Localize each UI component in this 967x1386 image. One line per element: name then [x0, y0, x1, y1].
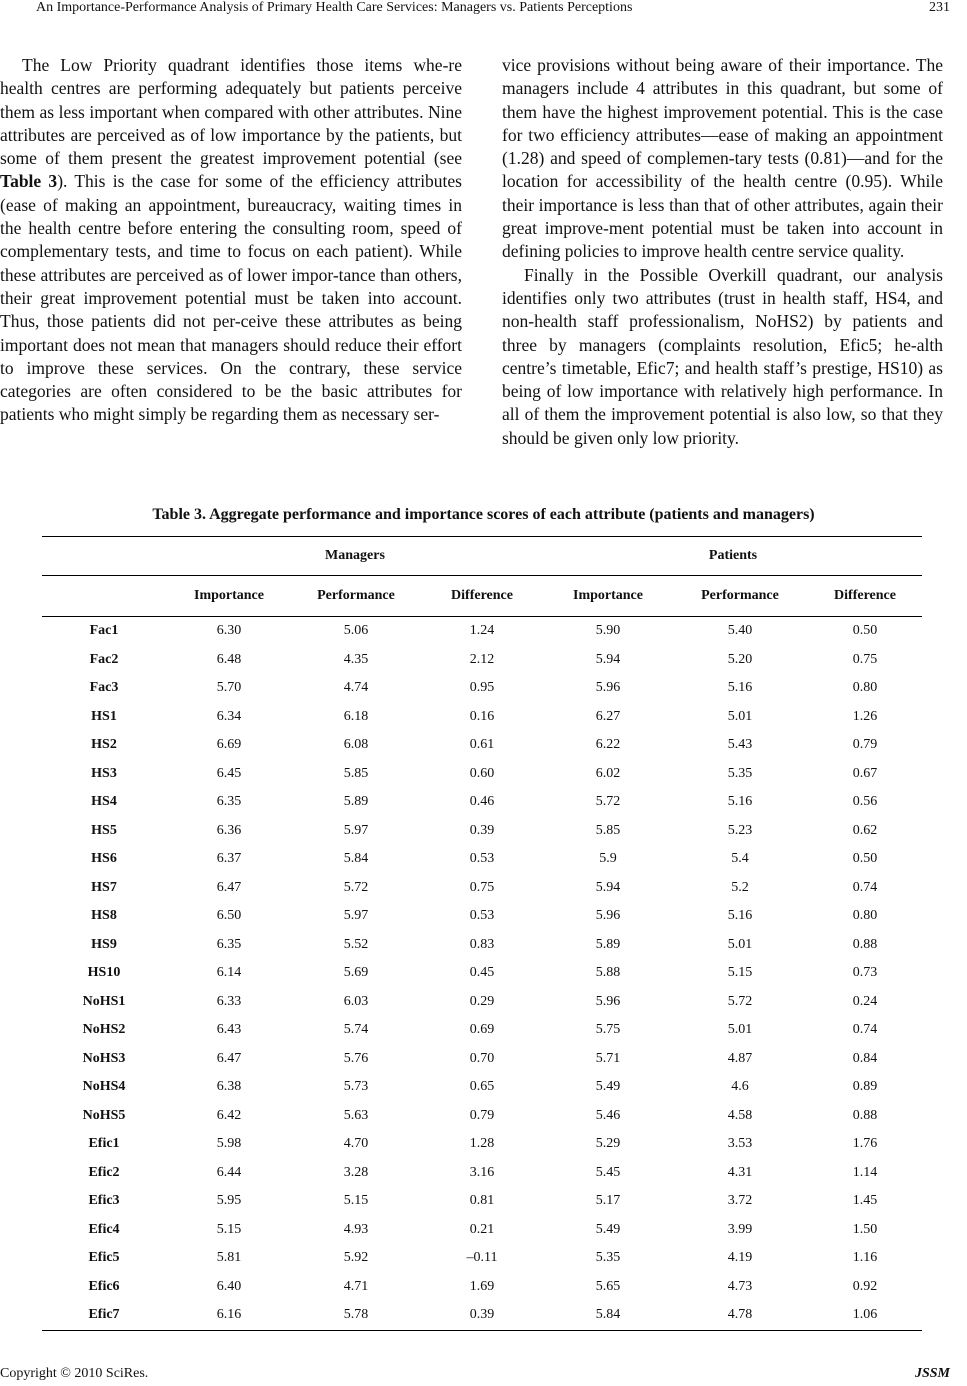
right-paragraph-continuation: vice provisions without being aware of their importance. The managers include 4 attributes in this quadrant, but some of them have the highest improvement potential. This is the case for two efficiency attributes―ease of making an appointment (1.28) and speed of complemen-tary tests (0.81)―and for the location for accessibility of the health centre (0.95). While their importance is less than that of other attributes, again their great improve-ment potential must be taken into account in defining policies to improve health centre service quality. — [502, 55, 943, 262]
score-cell: 6.45 — [216, 765, 242, 781]
score-cell: 5.17 — [595, 1193, 621, 1209]
score-cell: 5.97 — [343, 908, 369, 924]
left-paragraph-text-b: ). This is the case for some of the efficiency attributes (ease of making an appointment, bureaucracy, waiting times in the health centre before entering the consulting room, speed of complementary tests, and time to focus on each patient). While these attributes are perceived as of lower impor-tance than others, their great improvement potential must be taken into account. Thus, those patients did not per-ceive these attributes as being important does not mean that managers should reduce their effort to improve these services. On the contrary, these service categories are often considered to be the basic attributes for patients who might simply be regarding them as necessary ser- — [0, 171, 462, 425]
attribute-label-cell: Fac2 — [89, 651, 119, 667]
attribute-label-cell: Efic4 — [88, 1221, 120, 1237]
score-cell: 6.33 — [216, 993, 242, 1009]
score-cell: 5.71 — [595, 1050, 621, 1066]
score-cell: 6.35 — [216, 794, 242, 810]
score-cell: 0.67 — [852, 765, 878, 781]
score-cell: 5.43 — [727, 737, 753, 753]
score-cell: 5.35 — [595, 1250, 621, 1266]
table-row — [42, 1301, 922, 1330]
score-cell: 5.89 — [595, 936, 621, 952]
table-row — [42, 703, 922, 732]
score-cell: 4.73 — [727, 1278, 753, 1294]
attribute-label-cell: Efic1 — [88, 1136, 120, 1152]
table-row — [42, 1016, 922, 1045]
score-cell: 5.72 — [343, 879, 369, 895]
score-cell: 4.35 — [343, 651, 369, 667]
attribute-label-cell: HS5 — [91, 822, 117, 838]
score-cell: 3.28 — [343, 1164, 369, 1180]
score-cell: 1.14 — [852, 1164, 878, 1180]
score-cell: 0.75 — [469, 879, 495, 895]
attribute-label-cell: Efic6 — [88, 1278, 120, 1294]
score-cell: 0.21 — [469, 1221, 495, 1237]
table-row — [42, 959, 922, 988]
right-column — [502, 54, 943, 450]
score-cell: 5.90 — [595, 623, 621, 639]
score-cell: 0.61 — [469, 737, 495, 753]
score-cell: 5.96 — [595, 680, 621, 696]
attribute-label-cell: Efic3 — [88, 1193, 120, 1209]
score-cell: 5.49 — [595, 1221, 621, 1237]
score-cell: 4.71 — [343, 1278, 369, 1294]
score-cell: 5.29 — [595, 1136, 621, 1152]
left-column — [0, 54, 462, 427]
score-cell: 4.93 — [343, 1221, 369, 1237]
score-cell: 0.16 — [469, 708, 495, 724]
score-cell: 0.79 — [469, 1107, 495, 1123]
score-cell: 0.88 — [852, 1107, 878, 1123]
table-column-header — [42, 576, 922, 617]
table-reference: Table 3 — [0, 171, 58, 192]
score-cell: 5.94 — [595, 651, 621, 667]
attribute-label-cell: HS7 — [91, 879, 117, 895]
score-cell: 5.85 — [343, 765, 369, 781]
score-cell: 5.20 — [727, 651, 753, 667]
score-cell: 5.89 — [343, 794, 369, 810]
score-cell: 6.40 — [216, 1278, 242, 1294]
score-cell: 5.63 — [343, 1107, 369, 1123]
score-cell: 5.72 — [595, 794, 621, 810]
score-cell: 0.83 — [469, 936, 495, 952]
column-header: Difference — [808, 576, 922, 617]
table-row — [42, 1102, 922, 1131]
score-cell: 1.76 — [852, 1136, 878, 1152]
score-cell: 5.49 — [595, 1079, 621, 1095]
score-cell: 5.16 — [727, 908, 753, 924]
score-cell: 5.16 — [727, 794, 753, 810]
score-cell: 4.19 — [727, 1250, 753, 1266]
table-row — [42, 1073, 922, 1102]
attribute-label-cell: HS8 — [91, 908, 117, 924]
score-cell: 5.95 — [216, 1193, 242, 1209]
score-cell: 6.48 — [216, 651, 242, 667]
score-cell: 0.80 — [852, 908, 878, 924]
score-cell: 0.95 — [469, 680, 495, 696]
score-cell: 5.88 — [595, 965, 621, 981]
score-cell: 5.97 — [343, 822, 369, 838]
managers-group-header: Managers — [166, 537, 544, 576]
attribute-label-cell: HS9 — [91, 936, 117, 952]
attribute-label-cell: HS10 — [87, 965, 121, 981]
score-cell: 5.81 — [216, 1250, 242, 1266]
score-cell: 5.01 — [727, 1022, 753, 1038]
column-header: Difference — [420, 576, 544, 617]
score-cell: 1.26 — [852, 708, 878, 724]
score-cell: 4.78 — [672, 1301, 808, 1330]
score-cell: 0.56 — [852, 794, 878, 810]
patients-group-header: Patients — [544, 537, 922, 576]
left-paragraph — [0, 54, 462, 427]
score-cell: 2.12 — [469, 651, 495, 667]
score-cell: 5.73 — [343, 1079, 369, 1095]
score-cell: 1.06 — [808, 1301, 922, 1330]
column-header: Importance — [166, 576, 292, 617]
score-cell: 6.42 — [216, 1107, 242, 1123]
table-row — [42, 731, 922, 760]
score-cell: 5.35 — [727, 765, 753, 781]
score-cell: 6.16 — [166, 1301, 292, 1330]
score-cell: 5.70 — [216, 680, 242, 696]
table-row — [42, 1130, 922, 1159]
score-cell: 6.44 — [216, 1164, 242, 1180]
score-cell: 6.14 — [216, 965, 242, 981]
table-row — [42, 674, 922, 703]
score-cell: 6.69 — [216, 737, 242, 753]
table-group-header — [42, 537, 922, 576]
attribute-label-cell: HS2 — [91, 737, 117, 753]
score-cell: 0.70 — [469, 1050, 495, 1066]
attribute-label-cell: NoHS4 — [82, 1079, 126, 1095]
score-cell: 5.52 — [343, 936, 369, 952]
score-cell: 5.23 — [727, 822, 753, 838]
score-cell: 5.74 — [343, 1022, 369, 1038]
right-paragraph-overkill: Finally in the Possible Overkill quadrant, our analysis identifies only two attributes (trust in health staff, HS4, and non-health staff professionalism, NoHS2) by patients and three by managers (complaints resolution, Efic5; he-alth centre’s timetable, Efic7; and health staff’s prestige, HS10) as being of low importance with relatively high performance. In all of them the improvement potential is also low, so that they should be given only low priority. — [502, 264, 943, 448]
score-cell: 0.84 — [852, 1050, 878, 1066]
score-cell: 0.45 — [469, 965, 495, 981]
score-cell: 6.36 — [216, 822, 242, 838]
attribute-label-cell: NoHS3 — [82, 1050, 126, 1066]
score-cell: –0.11 — [466, 1250, 498, 1266]
score-cell: 5.06 — [343, 623, 369, 639]
table-row — [42, 1244, 922, 1273]
attribute-label-cell: Fac3 — [89, 680, 119, 696]
score-cell: 0.89 — [852, 1079, 878, 1095]
table-body — [42, 617, 922, 1331]
score-cell: 6.35 — [216, 936, 242, 952]
score-cell: 4.70 — [343, 1136, 369, 1152]
attribute-label-cell: Fac1 — [89, 623, 119, 639]
score-cell: 0.75 — [852, 651, 878, 667]
score-cell: 5.94 — [595, 879, 621, 895]
table-row — [42, 817, 922, 846]
attribute-label-cell: HS1 — [91, 708, 117, 724]
score-cell: 4.87 — [727, 1050, 753, 1066]
score-cell: 5.01 — [727, 936, 753, 952]
attribute-label-cell: Efic5 — [88, 1250, 120, 1266]
table-row — [42, 1273, 922, 1302]
table-row — [42, 788, 922, 817]
score-cell: 0.46 — [469, 794, 495, 810]
score-cell: 0.81 — [469, 1193, 495, 1209]
score-cell: 5.9 — [599, 851, 617, 867]
scores-table — [42, 536, 922, 1331]
table-row — [42, 646, 922, 675]
score-cell: 0.60 — [469, 765, 495, 781]
score-cell: 0.74 — [852, 879, 878, 895]
score-cell: 5.78 — [292, 1301, 420, 1330]
score-cell: 1.45 — [852, 1193, 878, 1209]
score-cell: 5.98 — [216, 1136, 242, 1152]
score-cell: 6.22 — [595, 737, 621, 753]
score-cell: 6.03 — [343, 993, 369, 1009]
score-cell: 6.37 — [216, 851, 242, 867]
empty-header-cell — [42, 576, 166, 617]
score-cell: 5.01 — [727, 708, 753, 724]
score-cell: 3.53 — [727, 1136, 753, 1152]
score-cell: 5.15 — [727, 965, 753, 981]
score-cell: 3.99 — [727, 1221, 753, 1237]
score-cell: 5.16 — [727, 680, 753, 696]
score-cell: 5.15 — [216, 1221, 242, 1237]
score-cell: 6.27 — [595, 708, 621, 724]
score-cell: 0.53 — [469, 851, 495, 867]
score-cell: 6.47 — [216, 1050, 242, 1066]
score-cell: 6.50 — [216, 908, 242, 924]
score-cell: 5.15 — [343, 1193, 369, 1209]
table-row — [42, 1187, 922, 1216]
score-cell: 5.84 — [343, 851, 369, 867]
attribute-label-cell: HS4 — [91, 794, 117, 810]
score-cell: 6.38 — [216, 1079, 242, 1095]
score-cell: 1.24 — [469, 623, 495, 639]
score-cell: 5.96 — [595, 908, 621, 924]
table-row — [42, 988, 922, 1017]
score-cell: 5.85 — [595, 822, 621, 838]
score-cell: 1.50 — [852, 1221, 878, 1237]
score-cell: 4.6 — [731, 1079, 749, 1095]
score-cell: 5.92 — [343, 1250, 369, 1266]
score-cell: 3.72 — [727, 1193, 753, 1209]
score-cell: 5.46 — [595, 1107, 621, 1123]
score-cell: 6.02 — [595, 765, 621, 781]
score-cell: 0.29 — [469, 993, 495, 1009]
column-header: Performance — [292, 576, 420, 617]
score-cell: 0.24 — [852, 993, 878, 1009]
running-header — [0, 0, 967, 20]
table-row — [42, 1159, 922, 1188]
score-cell: 0.92 — [852, 1278, 878, 1294]
attribute-label-cell: HS3 — [91, 765, 117, 781]
table-row — [42, 931, 922, 960]
score-cell: 5.75 — [595, 1022, 621, 1038]
journal-name: JSSM — [914, 1366, 950, 1381]
table-row — [42, 1045, 922, 1074]
score-cell: 1.28 — [469, 1136, 495, 1152]
table-row — [42, 874, 922, 903]
empty-header-cell — [42, 537, 166, 576]
score-cell: 4.74 — [343, 680, 369, 696]
score-cell: 0.62 — [852, 822, 878, 838]
score-cell: 0.53 — [469, 908, 495, 924]
score-cell: 4.31 — [727, 1164, 753, 1180]
score-cell: 5.45 — [595, 1164, 621, 1180]
attribute-label-cell: HS6 — [91, 851, 117, 867]
running-title: An Importance-Performance Analysis of Primary Health Care Services: Managers vs. Patients Perceptions — [36, 0, 633, 15]
score-cell: 1.69 — [469, 1278, 495, 1294]
table-row — [42, 845, 922, 874]
attribute-label-cell: NoHS1 — [82, 993, 126, 1009]
score-cell: 6.34 — [216, 708, 242, 724]
table-row — [42, 902, 922, 931]
score-cell: 0.65 — [469, 1079, 495, 1095]
score-cell: 5.69 — [343, 965, 369, 981]
score-cell: 0.39 — [420, 1301, 544, 1330]
score-cell: 5.84 — [544, 1301, 672, 1330]
score-cell: 6.47 — [216, 879, 242, 895]
score-cell: 6.18 — [343, 708, 369, 724]
score-cell: 0.69 — [469, 1022, 495, 1038]
attribute-label-cell: Efic2 — [88, 1164, 120, 1180]
copyright-notice: Copyright © 2010 SciRes. — [0, 1366, 149, 1381]
attribute-label-cell: Efic7 — [42, 1301, 166, 1330]
score-cell: 3.16 — [469, 1164, 495, 1180]
score-cell: 0.50 — [852, 851, 878, 867]
page-number: 231 — [929, 0, 950, 15]
score-cell: 6.30 — [216, 623, 242, 639]
score-cell: 0.79 — [852, 737, 878, 753]
attribute-label-cell: NoHS2 — [82, 1022, 126, 1038]
column-header: Importance — [544, 576, 672, 617]
score-cell: 6.43 — [216, 1022, 242, 1038]
score-cell: 5.65 — [595, 1278, 621, 1294]
left-paragraph-text-a: The Low Priority quadrant identifies those items whe-re health centres are performing adequately but patients perceive them as less important when compared with other attributes. Nine attributes are perceived as of low importance by the patients, but some of them present the greatest improvement potential (see — [0, 55, 462, 169]
score-cell: 5.2 — [731, 879, 749, 895]
score-cell: 5.4 — [731, 851, 749, 867]
score-cell: 0.50 — [852, 623, 878, 639]
score-cell: 5.72 — [727, 993, 753, 1009]
score-cell: 0.39 — [469, 822, 495, 838]
score-cell: 0.73 — [852, 965, 878, 981]
score-cell: 4.58 — [727, 1107, 753, 1123]
score-cell: 5.76 — [343, 1050, 369, 1066]
score-cell: 1.16 — [852, 1250, 878, 1266]
score-cell: 6.08 — [343, 737, 369, 753]
table-caption: Table 3. Aggregate performance and importance scores of each attribute (patients and managers) — [152, 506, 815, 523]
score-cell: 0.88 — [852, 936, 878, 952]
table-row — [42, 617, 922, 646]
score-cell: 0.80 — [852, 680, 878, 696]
score-cell: 0.74 — [852, 1022, 878, 1038]
score-cell: 5.96 — [595, 993, 621, 1009]
attribute-label-cell: NoHS5 — [82, 1107, 126, 1123]
table-row — [42, 760, 922, 789]
score-cell: 5.40 — [727, 623, 753, 639]
column-header: Performance — [672, 576, 808, 617]
table-row — [42, 1216, 922, 1245]
